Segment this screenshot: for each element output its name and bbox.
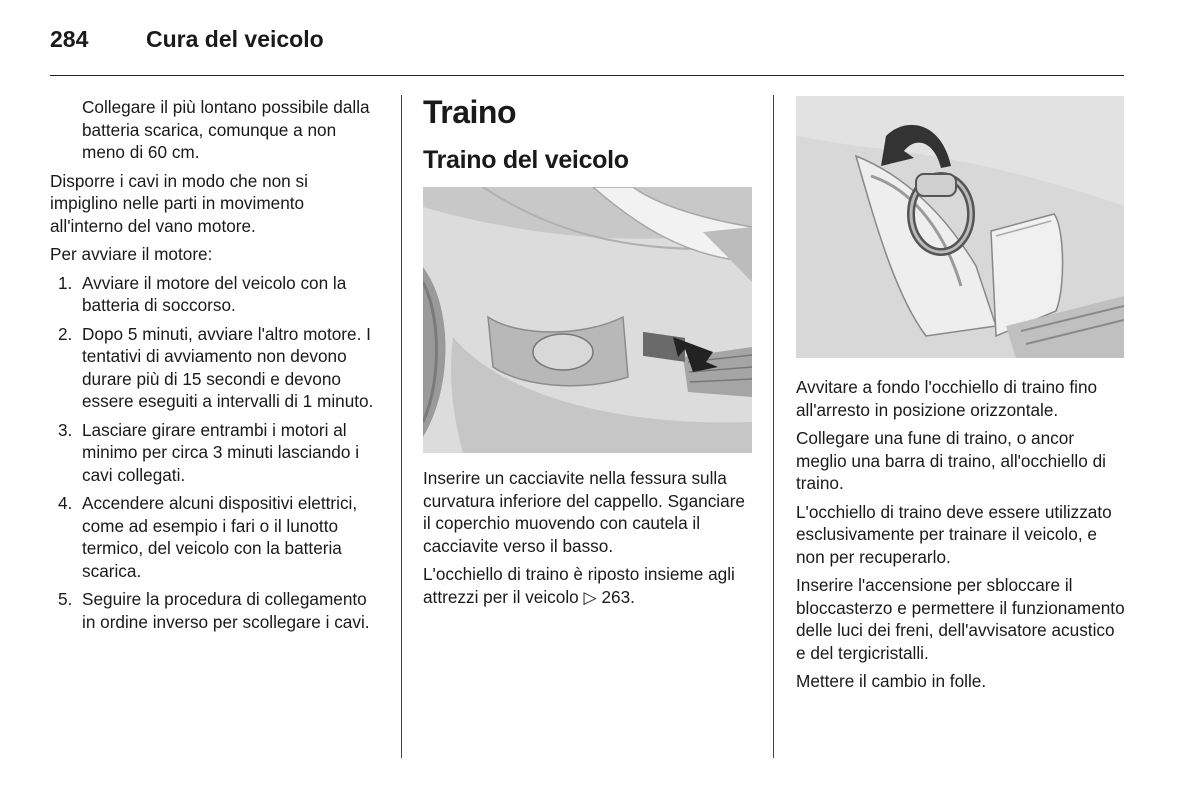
heading-traino: Traino	[423, 94, 517, 130]
column-divider	[401, 95, 402, 758]
step-text: Dopo 5 minuti, avviare l'altro motore. I tentativi di avviamento non devono durare più di 15 secondi e devono essere eseguiti a intervalli di 1 minuto.	[82, 323, 374, 411]
step-text: Lasciare girare entrambi i motori al minimo per circa 3 minuti lasciando i cavi collegati.	[82, 419, 360, 485]
column-divider	[773, 95, 774, 758]
header-rule	[50, 75, 1124, 76]
paragraph: L'occhiello di traino deve essere utilizzato esclusivamente per trainare il veicolo, e non per recuperarlo.	[796, 501, 1112, 567]
heading-traino-del-veicolo: Traino del veicolo	[423, 146, 629, 174]
paragraph: Collegare una fune di traino, o ancor meglio una barra di traino, all'occhiello di traino.	[796, 428, 1106, 493]
step-number: 4.	[58, 493, 73, 513]
paragraph: L'occhiello di traino è riposto insieme agli attrezzi per il veicolo ▷ 263.	[423, 564, 735, 607]
towing-eye-illustration	[796, 96, 1124, 358]
page-number: 284	[50, 26, 89, 52]
step-text: Seguire la procedura di collegamento in ordine inverso per scollegare i cavi.	[82, 589, 370, 632]
list-item	[50, 419, 380, 487]
steps-list	[50, 272, 380, 634]
step-number: 5.	[58, 589, 73, 609]
step-text: Accendere alcuni dispositivi elettrici, come ad esempio i fari o il lunotto termico, del veicolo con la batteria scarica.	[82, 493, 358, 581]
paragraph: Disporre i cavi in modo che non si impiglino nelle parti in movimento all'interno del vano motore.	[50, 170, 308, 236]
paragraph: Mettere il cambio in folle.	[796, 671, 987, 691]
list-item	[50, 492, 380, 582]
section-title: Cura del veicolo	[146, 26, 324, 52]
column-middle	[423, 94, 755, 614]
column-right	[796, 96, 1126, 699]
step-text: Avviare il motore del veicolo con la batteria di soccorso.	[82, 272, 347, 315]
step-number: 1.	[58, 272, 73, 293]
list-item	[50, 323, 380, 413]
column-left	[50, 96, 380, 639]
paragraph: Inserire un cacciavite nella fessura sulla curvatura inferiore del cappello. Sganciare il coperchio muovendo con cautela il cacciavite verso il basso.	[423, 468, 745, 556]
list-item	[50, 588, 380, 633]
indented-paragraph: Collegare il più lontano possibile dalla batteria scarica, comunque a non meno di 60 cm.	[82, 97, 370, 162]
list-item	[50, 272, 380, 317]
paragraph: Inserire l'accensione per sbloccare il bloccasterzo e permettere il funzionamento delle luci dei freni, dell'avvisatore acustico e del tergicristalli.	[796, 575, 1125, 663]
car-front-illustration	[423, 187, 752, 453]
step-number: 3.	[58, 419, 73, 440]
paragraph: Per avviare il motore:	[50, 244, 213, 264]
step-number: 2.	[58, 323, 73, 344]
paragraph: Avvitare a fondo l'occhiello di traino fino all'arresto in posizione orizzontale.	[796, 377, 1098, 420]
